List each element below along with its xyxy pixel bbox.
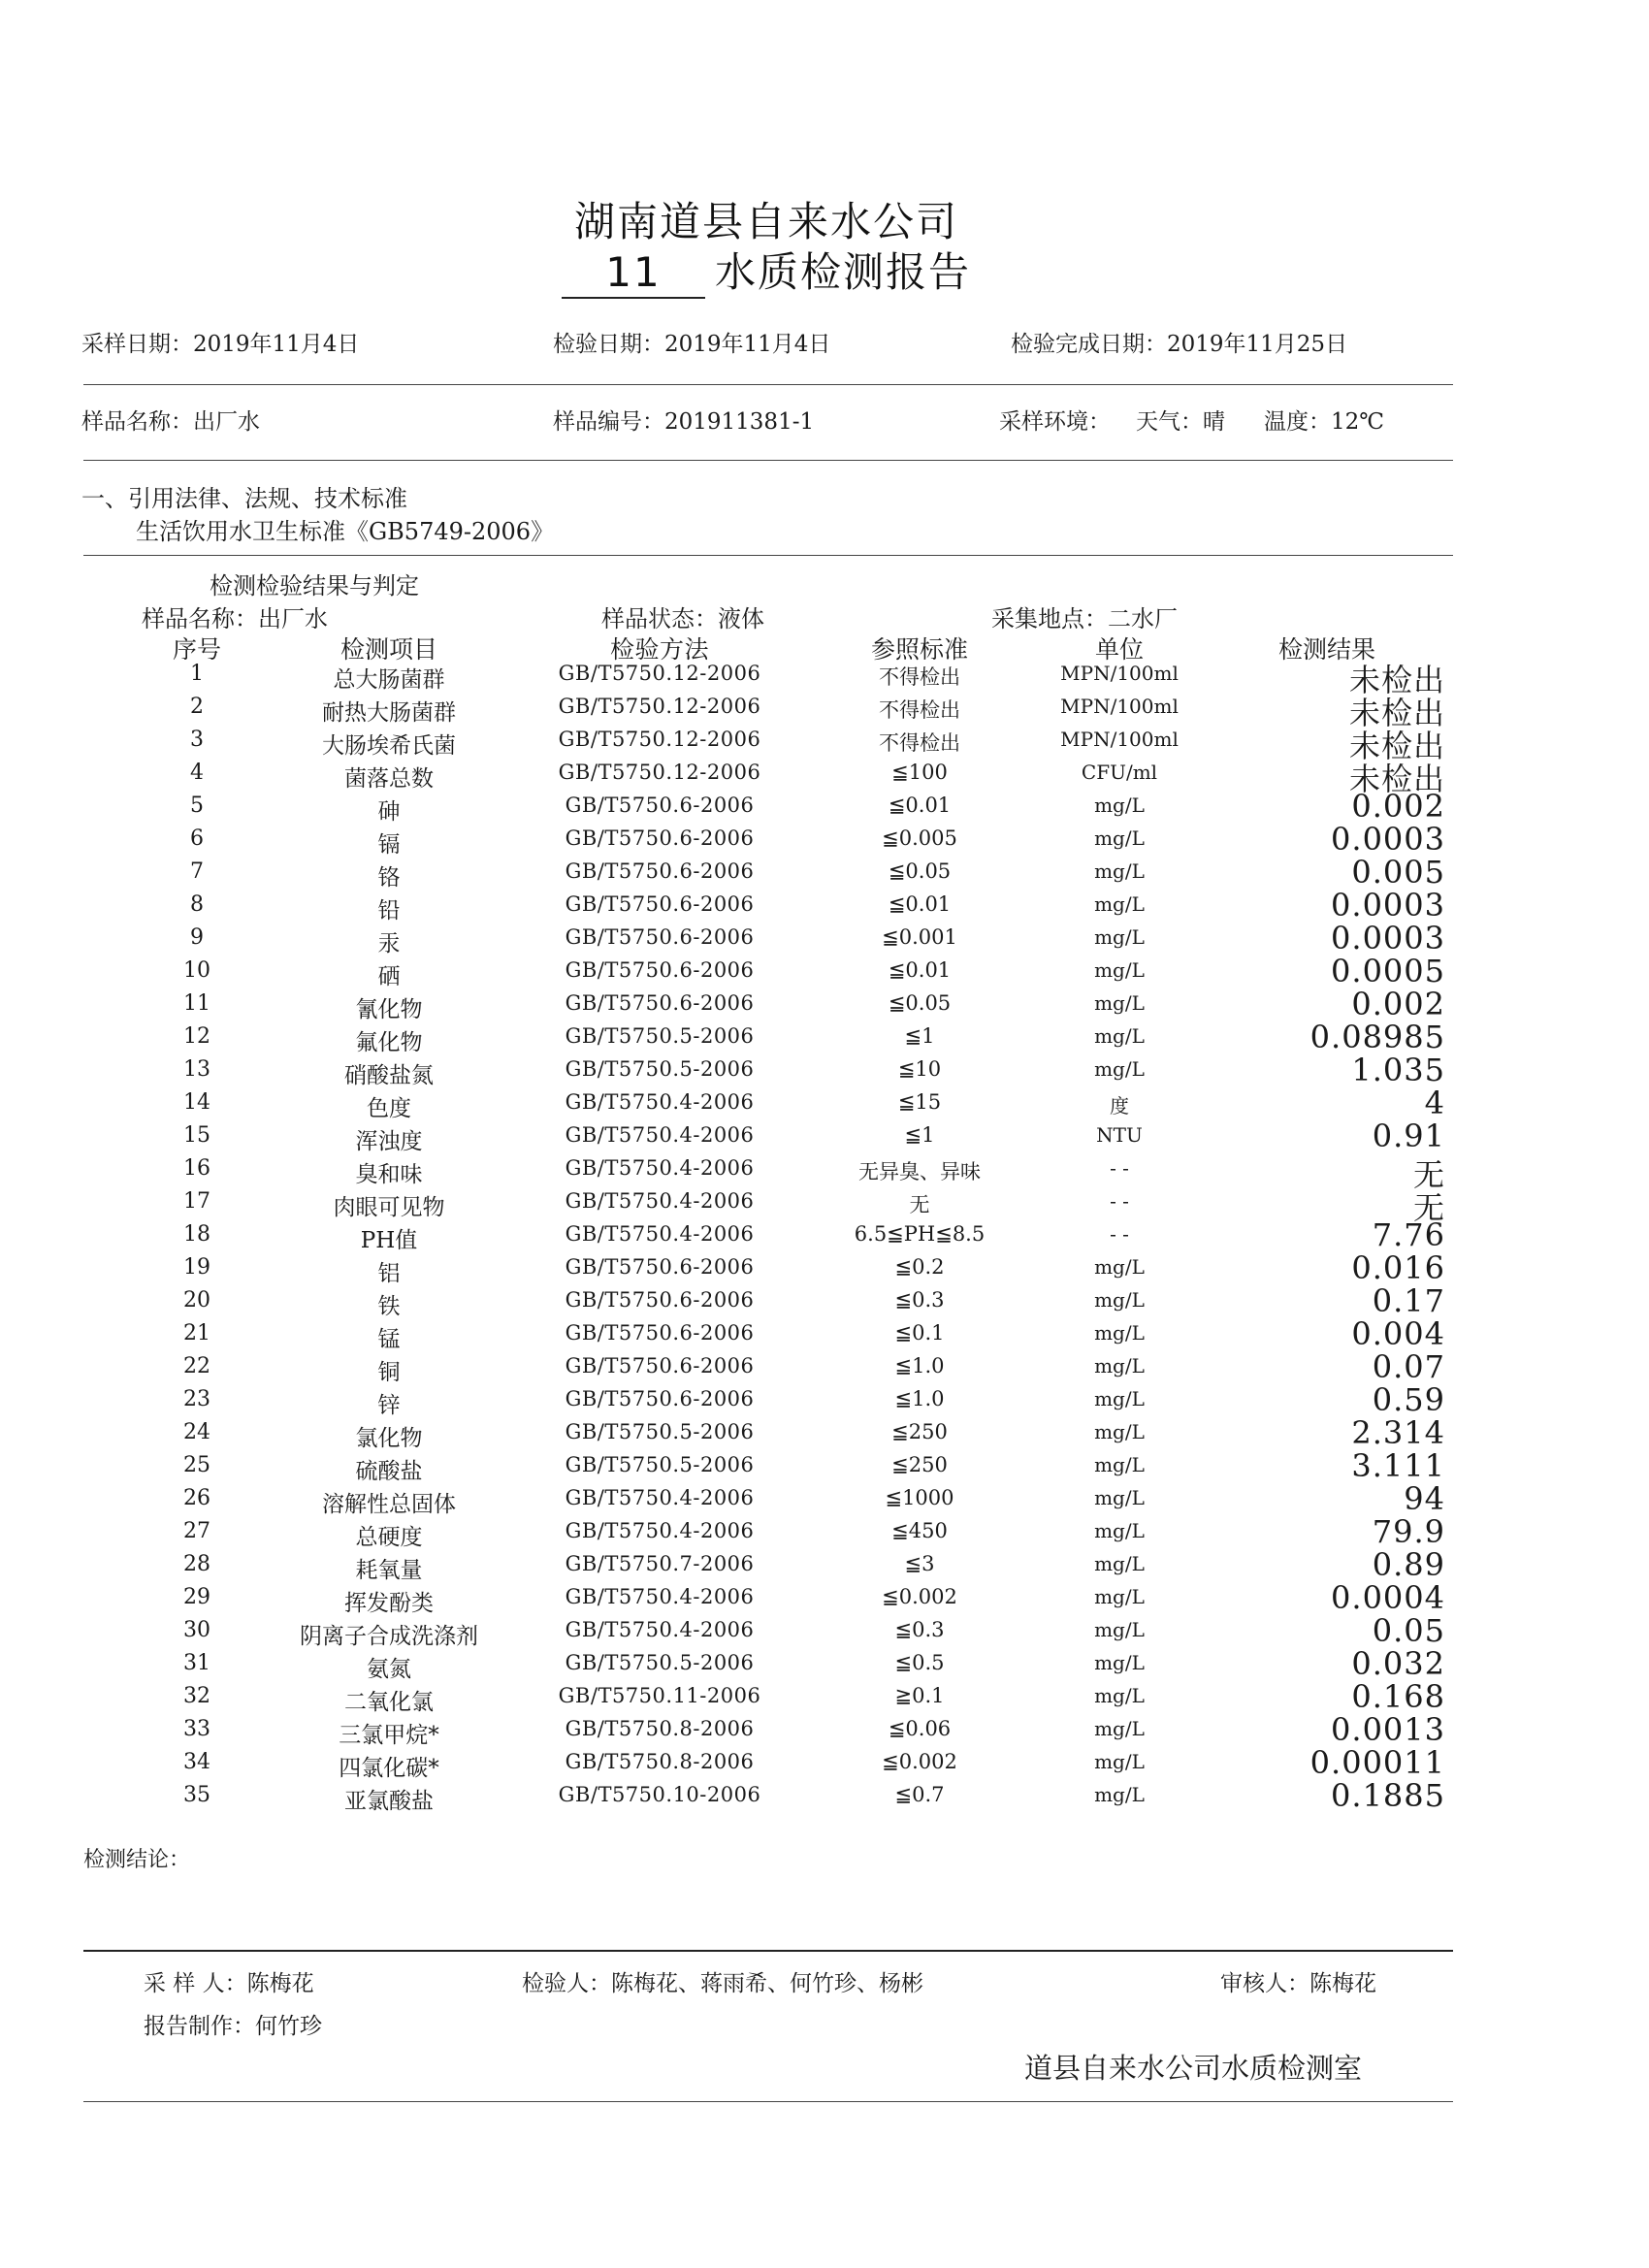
cell-seq: 12 [183, 1024, 210, 1049]
header-result: 检测结果 [1278, 635, 1376, 664]
cell-method: GB/T5750.6-2006 [565, 892, 755, 916]
cell-unit: mg/L [1094, 1552, 1145, 1575]
cell-item: 砷 [377, 799, 401, 825]
cell-item: 氯化物 [355, 1426, 423, 1451]
cell-method: GB/T5750.5-2006 [565, 1453, 755, 1476]
cell-method: GB/T5750.8-2006 [565, 1717, 755, 1740]
cell-item: 汞 [377, 931, 401, 956]
cell-seq: 21 [183, 1321, 210, 1345]
sampling-date-value: 2019年11月4日 [193, 332, 360, 357]
cell-result: 0.005 [1351, 854, 1445, 891]
divider [83, 384, 1453, 385]
cell-seq: 15 [183, 1123, 210, 1148]
cell-item: 总硬度 [355, 1525, 423, 1550]
cell-method: GB/T5750.5-2006 [565, 1057, 755, 1081]
cell-seq: 32 [183, 1684, 210, 1708]
cell-reference: ≦0.001 [882, 925, 957, 949]
cell-unit: - - [1110, 1156, 1129, 1180]
cell-seq: 26 [183, 1486, 210, 1510]
sample-number-value: 201911381-1 [664, 409, 815, 435]
cell-method: GB/T5750.6-2006 [565, 1321, 755, 1345]
cell-item: 总大肠菌群 [333, 667, 445, 693]
cell-item: 硝酸盐氮 [344, 1063, 434, 1088]
cell-item: 耗氧量 [355, 1558, 423, 1583]
cell-result: 未检出 [1348, 695, 1445, 731]
sample-name-value: 出厂水 [193, 409, 260, 435]
cell-reference: ≦0.05 [888, 991, 952, 1015]
report-number: 11 [562, 248, 705, 299]
cell-seq: 23 [183, 1387, 210, 1411]
cell-result: 0.0004 [1331, 1579, 1445, 1616]
cell-result: 0.05 [1372, 1612, 1445, 1649]
cell-item: 色度 [367, 1096, 411, 1121]
cell-item: 臭和味 [355, 1162, 423, 1187]
sampling-date-label: 采样日期： [81, 332, 193, 357]
cell-seq: 6 [190, 826, 204, 851]
cell-method: GB/T5750.6-2006 [565, 991, 755, 1015]
cell-unit: mg/L [1094, 1288, 1145, 1312]
cell-unit: mg/L [1094, 1585, 1145, 1608]
cell-item: 大肠埃希氏菌 [322, 733, 456, 759]
company-title: 湖南道县自来水公司 [573, 198, 958, 245]
cell-reference: ≦0.002 [882, 1585, 957, 1608]
cell-item: 三氯甲烷* [339, 1723, 439, 1748]
sampling-environment [999, 404, 1384, 436]
cell-reference: ≦0.2 [894, 1255, 945, 1279]
cell-reference: 不得检出 [879, 698, 960, 722]
cell-seq: 25 [183, 1453, 210, 1477]
cell-item: 氟化物 [355, 1030, 423, 1055]
header-unit: 单位 [1094, 635, 1144, 664]
cell-seq: 28 [183, 1552, 210, 1576]
cell-seq: 14 [183, 1090, 210, 1115]
cell-method: GB/T5750.12-2006 [558, 662, 761, 685]
cell-reference: ≦0.01 [888, 892, 952, 916]
results-sample-state: 样品状态：液体 [601, 605, 764, 632]
cell-seq: 24 [183, 1420, 210, 1444]
weather: 天气：晴 [1136, 409, 1225, 435]
cell-unit: mg/L [1094, 1750, 1145, 1773]
cell-unit: mg/L [1094, 1387, 1145, 1410]
cell-reference: ≦0.002 [882, 1750, 957, 1773]
cell-seq: 8 [190, 892, 204, 917]
cell-item: 镉 [377, 832, 401, 858]
cell-result: 0.002 [1351, 788, 1445, 825]
cell-result: 0.89 [1372, 1546, 1445, 1583]
cell-method: GB/T5750.11-2006 [558, 1684, 761, 1707]
cell-item: 硒 [377, 964, 401, 989]
cell-result: 0.17 [1372, 1282, 1445, 1319]
inspection-date-label: 检验日期： [553, 332, 664, 357]
table-row [0, 1777, 1649, 1816]
cell-result: 0.91 [1372, 1118, 1445, 1154]
header-item: 检测项目 [340, 635, 437, 664]
completion-date [1011, 326, 1347, 358]
completion-date-value: 2019年11月25日 [1167, 332, 1348, 357]
cell-seq: 3 [190, 728, 204, 752]
cell-unit: mg/L [1094, 1420, 1145, 1443]
cell-seq: 31 [183, 1651, 210, 1675]
cell-result: 0.00011 [1310, 1744, 1445, 1781]
divider [83, 460, 1453, 461]
cell-result: 0.1885 [1331, 1777, 1445, 1814]
cell-reference: 不得检出 [879, 665, 960, 689]
cell-reference: ≦3 [904, 1552, 935, 1575]
cell-result: 未检出 [1348, 761, 1445, 797]
sample-name-label: 样品名称： [81, 409, 193, 435]
cell-unit: mg/L [1094, 1024, 1145, 1048]
cell-item: 四氯化碳* [339, 1756, 439, 1781]
cell-item: 铬 [377, 865, 401, 891]
sample-number [553, 404, 814, 436]
cell-unit: mg/L [1094, 1783, 1145, 1806]
cell-unit: mg/L [1094, 794, 1145, 817]
inspection-date-value: 2019年11月4日 [664, 332, 831, 357]
cell-seq: 18 [183, 1222, 210, 1247]
cell-unit: mg/L [1094, 892, 1145, 916]
cell-unit: - - [1110, 1189, 1129, 1213]
cell-reference: ≧0.1 [894, 1684, 945, 1707]
cell-seq: 10 [183, 958, 210, 983]
cell-item: 氨氮 [367, 1657, 411, 1682]
cell-reference: ≦1 [904, 1123, 935, 1147]
sampling-date [81, 326, 359, 358]
standards-item: 生活饮用水卫生标准《GB5749-2006》 [136, 518, 555, 545]
cell-method: GB/T5750.4-2006 [565, 1123, 755, 1147]
cell-seq: 33 [183, 1717, 210, 1741]
cell-result: 0.002 [1351, 986, 1445, 1022]
cell-item: 二氧化氯 [344, 1690, 434, 1715]
cell-unit: mg/L [1094, 1618, 1145, 1641]
report-maker: 报告制作：何竹珍 [144, 2014, 322, 2039]
cell-seq: 27 [183, 1519, 210, 1543]
cell-item: 浑浊度 [355, 1129, 423, 1154]
cell-result: 0.0003 [1331, 887, 1445, 923]
cell-seq: 4 [190, 761, 204, 785]
divider [83, 555, 1453, 556]
cell-item: 肉眼可见物 [333, 1195, 445, 1220]
cell-reference: ≦0.01 [888, 794, 952, 817]
cell-result: 无 [1412, 1156, 1445, 1193]
cell-unit: 度 [1110, 1094, 1129, 1118]
cell-reference: 无异臭、异味 [858, 1160, 981, 1183]
cell-unit: - - [1110, 1222, 1129, 1246]
cell-method: GB/T5750.5-2006 [565, 1024, 755, 1048]
cell-seq: 1 [190, 662, 204, 686]
cell-seq: 19 [183, 1255, 210, 1280]
cell-reference: ≦0.3 [894, 1618, 945, 1641]
cell-unit: mg/L [1094, 991, 1145, 1015]
cell-result: 未检出 [1348, 728, 1445, 764]
cell-unit: mg/L [1094, 925, 1145, 949]
cell-result: 0.08985 [1310, 1019, 1445, 1055]
cell-item: 铅 [377, 898, 401, 923]
cell-method: GB/T5750.5-2006 [565, 1420, 755, 1443]
cell-reference: ≦0.01 [888, 958, 952, 982]
sample-number-label: 样品编号： [553, 409, 664, 435]
cell-result: 2.314 [1351, 1414, 1445, 1451]
cell-method: GB/T5750.4-2006 [565, 1156, 755, 1180]
cell-item: 溶解性总固体 [322, 1492, 456, 1517]
cell-seq: 29 [183, 1585, 210, 1609]
header-method: 检验方法 [609, 635, 709, 664]
report-title [0, 241, 1533, 299]
cell-seq: 13 [183, 1057, 210, 1082]
cell-reference: ≦1.0 [894, 1354, 945, 1377]
cell-method: GB/T5750.10-2006 [558, 1783, 761, 1806]
cell-unit: mg/L [1094, 1651, 1145, 1674]
results-heading: 检测检验结果与判定 [210, 572, 419, 599]
cell-reference: ≦1 [904, 1024, 935, 1048]
cell-reference: ≦250 [891, 1453, 948, 1476]
cell-unit: mg/L [1094, 958, 1145, 982]
cell-method: GB/T5750.4-2006 [565, 1189, 755, 1213]
cell-item: 氰化物 [355, 997, 423, 1022]
cell-seq: 16 [183, 1156, 210, 1181]
cell-item: 铝 [377, 1261, 401, 1286]
cell-method: GB/T5750.6-2006 [565, 859, 755, 883]
cell-method: GB/T5750.6-2006 [565, 1354, 755, 1377]
cell-item: 阴离子合成洗涤剂 [300, 1624, 478, 1649]
cell-method: GB/T5750.5-2006 [565, 1651, 755, 1674]
cell-reference: ≦0.1 [894, 1321, 945, 1345]
cell-reference: ≦0.3 [894, 1288, 945, 1312]
cell-result: 0.07 [1372, 1348, 1445, 1385]
cell-method: GB/T5750.6-2006 [565, 1288, 755, 1312]
cell-seq: 7 [190, 859, 204, 884]
cell-method: GB/T5750.4-2006 [565, 1618, 755, 1641]
cell-unit: mg/L [1094, 1255, 1145, 1279]
header-reference: 参照标准 [870, 635, 968, 664]
cell-unit: mg/L [1094, 1453, 1145, 1476]
cell-result: 94 [1404, 1480, 1445, 1517]
cell-reference: ≦1000 [885, 1486, 954, 1509]
cell-reference: ≦0.7 [894, 1783, 945, 1806]
reviewer: 审核人：陈梅花 [1220, 1971, 1376, 1996]
cell-reference: ≦0.05 [888, 859, 952, 883]
cell-seq: 11 [183, 991, 210, 1016]
sample-name [81, 404, 260, 436]
cell-reference: ≦450 [891, 1519, 948, 1542]
cell-reference: 不得检出 [879, 731, 960, 755]
cell-method: GB/T5750.12-2006 [558, 761, 761, 784]
report-title-text: 水质检测报告 [714, 248, 971, 296]
cell-method: GB/T5750.4-2006 [565, 1486, 755, 1509]
cell-unit: mg/L [1094, 1486, 1145, 1509]
cell-result: 0.004 [1351, 1315, 1445, 1352]
conclusion-label: 检测结论： [83, 1848, 191, 1872]
cell-result: 未检出 [1348, 662, 1445, 698]
cell-result: 3.111 [1351, 1447, 1445, 1484]
cell-item: 铁 [377, 1294, 401, 1319]
cell-reference: ≦0.5 [894, 1651, 945, 1674]
cell-result: 0.032 [1351, 1645, 1445, 1682]
cell-method: GB/T5750.6-2006 [565, 1387, 755, 1410]
cell-result: 0.016 [1351, 1249, 1445, 1286]
cell-unit: MPN/100ml [1060, 728, 1179, 751]
cell-unit: mg/L [1094, 1684, 1145, 1707]
cell-method: GB/T5750.6-2006 [565, 826, 755, 850]
cell-item: 锰 [377, 1327, 401, 1352]
cell-result: 79.9 [1372, 1513, 1445, 1550]
cell-unit: NTU [1096, 1123, 1143, 1147]
cell-unit: mg/L [1094, 1354, 1145, 1377]
env-label: 采样环境： [999, 409, 1111, 435]
cell-reference: ≦10 [897, 1057, 942, 1081]
cell-method: GB/T5750.12-2006 [558, 728, 761, 751]
cell-result: 1.035 [1351, 1052, 1445, 1088]
cell-unit: mg/L [1094, 1519, 1145, 1542]
cell-method: GB/T5750.7-2006 [565, 1552, 755, 1575]
standards-heading: 一、引用法律、法规、技术标准 [81, 485, 407, 512]
cell-seq: 20 [183, 1288, 210, 1312]
cell-reference: 6.5≦PH≦8.5 [854, 1222, 986, 1246]
cell-item: 耐热大肠菌群 [322, 700, 456, 726]
cell-unit: mg/L [1094, 826, 1145, 850]
cell-method: GB/T5750.8-2006 [565, 1750, 755, 1773]
cell-result: 7.76 [1372, 1216, 1445, 1253]
cell-seq: 17 [183, 1189, 210, 1214]
cell-reference: ≦0.005 [882, 826, 957, 850]
cell-method: GB/T5750.6-2006 [565, 925, 755, 949]
cell-item: 锌 [377, 1393, 401, 1418]
cell-reference: 无 [909, 1193, 930, 1216]
cell-seq: 34 [183, 1750, 210, 1774]
cell-unit: MPN/100ml [1060, 662, 1179, 685]
cell-result: 0.59 [1372, 1381, 1445, 1418]
cell-unit: mg/L [1094, 1717, 1145, 1740]
cell-seq: 30 [183, 1618, 210, 1642]
cell-unit: CFU/ml [1081, 761, 1158, 784]
cell-result: 0.0013 [1331, 1711, 1445, 1748]
cell-seq: 22 [183, 1354, 210, 1378]
cell-seq: 9 [190, 925, 204, 950]
cell-method: GB/T5750.4-2006 [565, 1090, 755, 1114]
lab-name: 道县自来水公司水质检测室 [1024, 2052, 1363, 2085]
cell-method: GB/T5750.6-2006 [565, 958, 755, 982]
cell-result: 0.0005 [1331, 953, 1445, 989]
cell-seq: 2 [190, 695, 204, 719]
cell-unit: mg/L [1094, 1057, 1145, 1081]
cell-method: GB/T5750.6-2006 [565, 1255, 755, 1279]
cell-reference: ≦100 [891, 761, 948, 784]
cell-result: 无 [1412, 1189, 1445, 1226]
cell-reference: ≦250 [891, 1420, 948, 1443]
cell-method: GB/T5750.6-2006 [565, 794, 755, 817]
cell-method: GB/T5750.4-2006 [565, 1585, 755, 1608]
cell-method: GB/T5750.12-2006 [558, 695, 761, 718]
cell-item: 挥发酚类 [344, 1591, 434, 1616]
cell-item: 菌落总数 [344, 766, 434, 792]
cell-result: 0.0003 [1331, 920, 1445, 956]
cell-item: 硫酸盐 [355, 1459, 423, 1484]
cell-result: 4 [1424, 1085, 1445, 1121]
cell-result: 0.0003 [1331, 821, 1445, 858]
divider [83, 1950, 1453, 1952]
cell-method: GB/T5750.4-2006 [565, 1222, 755, 1246]
cell-result: 0.168 [1351, 1678, 1445, 1715]
cell-unit: MPN/100ml [1060, 695, 1179, 718]
cell-seq: 5 [190, 794, 204, 818]
cell-unit: mg/L [1094, 859, 1145, 883]
cell-item: 亚氯酸盐 [344, 1789, 434, 1814]
sampler: 采 样 人：陈梅花 [144, 1971, 314, 1996]
results-collection-site: 采集地点：二水厂 [991, 605, 1178, 632]
inspectors: 检验人：陈梅花、蒋雨希、何竹珍、杨彬 [522, 1971, 923, 1996]
cell-item: PH值 [360, 1228, 418, 1253]
results-sample-name: 样品名称：出厂水 [142, 605, 328, 632]
cell-reference: ≦1.0 [894, 1387, 945, 1410]
completion-date-label: 检验完成日期： [1011, 332, 1167, 357]
temperature: 温度：12℃ [1264, 409, 1384, 435]
cell-seq: 35 [183, 1783, 210, 1807]
header-seq: 序号 [172, 635, 221, 664]
cell-unit: mg/L [1094, 1321, 1145, 1345]
cell-method: GB/T5750.4-2006 [565, 1519, 755, 1542]
cell-reference: ≦0.06 [888, 1717, 952, 1740]
cell-item: 铜 [377, 1360, 401, 1385]
divider [83, 2101, 1453, 2102]
inspection-date [553, 326, 830, 358]
cell-reference: ≦15 [897, 1090, 942, 1114]
